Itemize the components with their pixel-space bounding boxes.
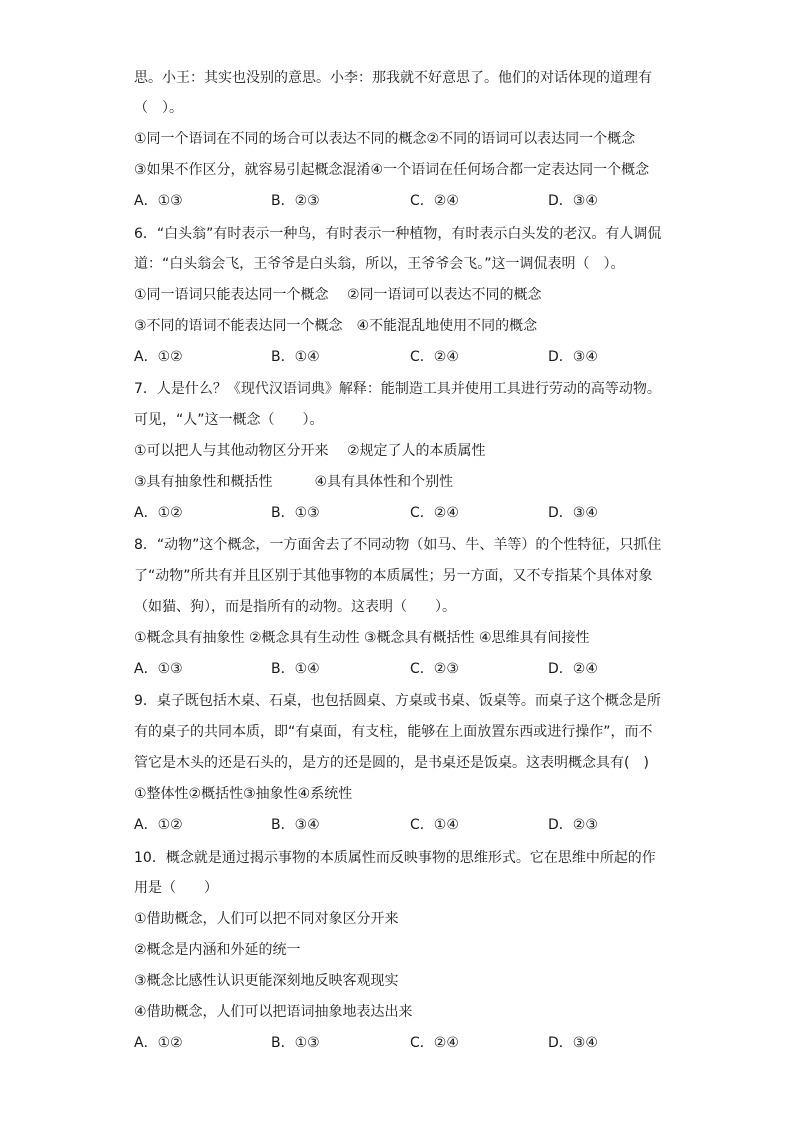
q10-option-c: C．②④ <box>410 1035 459 1051</box>
q5-line-3: ①同一个语词在不同的场合可以表达不同的概念②不同的语词可以表达同一个概念 <box>134 131 636 147</box>
q6-option-a: A．①② <box>134 349 183 365</box>
q10-line-1: 10．概念就是通过揭示事物的本质属性而反映事物的思维形式。它在思维中所起的作 <box>134 850 656 866</box>
q9-option-b: B．③④ <box>271 817 320 833</box>
q7-option-b: B．①③ <box>271 505 320 521</box>
q5-option-d: D．③④ <box>548 193 598 209</box>
q9-option-c: C．①④ <box>410 817 459 833</box>
q9-option-a: A．①② <box>134 817 183 833</box>
q9-line-1: 9．桌子既包括木桌、石桌，也包括圆桌、方桌或书桌、饭桌等。而桌子这个概念是所 <box>134 693 661 709</box>
q6-line-1: 6．“白头翁”有时表示一种鸟，有时表示一种植物，有时表示白头发的老汉。有人调侃 <box>134 226 662 242</box>
q7-option-c: C．②④ <box>410 505 459 521</box>
q7-line-2: 可见，“人”这一概念（ ）。 <box>134 412 324 428</box>
q10-options <box>134 1033 654 1053</box>
q10-line-2: 用是（ ） <box>134 880 218 896</box>
q9-option-d: D．②③ <box>548 817 598 833</box>
q10-line-3: ①借助概念，人们可以把不同对象区分开来 <box>134 911 399 927</box>
q5-line-2: （ ）。 <box>134 100 183 116</box>
q6-line-2: 道：“白头翁会飞，王爷爷是白头翁，所以，王爷爷会飞。”这一调侃表明（ ）。 <box>134 256 625 272</box>
q7-options <box>134 503 654 523</box>
q6-option-c: C．②④ <box>410 349 459 365</box>
q5-option-c: C．②④ <box>410 193 459 209</box>
q8-option-c: C．②③ <box>410 661 459 677</box>
q8-option-a: A．①③ <box>134 661 183 677</box>
q9-options <box>134 815 654 835</box>
q10-line-5: ③概念比感性认识更能深刻地反映客观现实 <box>134 973 399 989</box>
q9-line-2: 有的桌子的共同本质，即“有桌面，有支柱，能够在上面放置东西或进行操作”，而不 <box>134 724 653 740</box>
q5-option-b: B．②③ <box>271 193 320 209</box>
q7-line-1: 7．人是什么？《现代汉语词典》解释：能制造工具并使用工具进行劳动的高等动物。 <box>134 381 661 397</box>
q7-line-4: ③具有抽象性和概括性 ④具有具体性和个别性 <box>134 474 454 490</box>
q10-option-b: B．①③ <box>271 1035 320 1051</box>
q6-option-d: D．③④ <box>548 349 598 365</box>
q8-option-d: D．②④ <box>548 661 598 677</box>
q8-options <box>134 659 654 679</box>
q10-option-a: A．①② <box>134 1035 183 1051</box>
q6-line-4: ③不同的语词不能表达同一个概念 ④不能混乱地使用不同的概念 <box>134 318 538 334</box>
q10-line-6: ④借助概念，人们可以把语词抽象地表达出来 <box>134 1004 413 1020</box>
q5-option-a: A．①③ <box>134 193 183 209</box>
q8-line-2: 了“动物”所共有并且区别于其他事物的本质属性；另一方面，又不专指某个具体对象 <box>134 568 653 584</box>
q7-option-d: D．③④ <box>548 505 598 521</box>
q7-option-a: A．①② <box>134 505 183 521</box>
q5-line-1: 思。小王：其实也没别的意思。小李：那我就不好意思了。他们的对话体现的道理有 <box>134 70 652 86</box>
q8-line-3: （如猫、狗），而是指所有的动物。这表明（ ）。 <box>134 599 456 615</box>
q9-line-4: ①整体性②概括性③抽象性④系统性 <box>134 786 353 802</box>
q5-options <box>134 191 654 211</box>
q8-line-4: ①概念具有抽象性 ②概念具有生动性 ③概念具有概括性 ④思维具有间接性 <box>134 630 590 646</box>
q10-option-d: D．③④ <box>548 1035 598 1051</box>
q10-line-4: ②概念是内涵和外延的统一 <box>134 942 301 958</box>
q8-line-1: 8．“动物”这个概念，一方面舍去了不同动物（如马、牛、羊等）的个性特征，只抓住 <box>134 537 662 553</box>
q9-line-3: 管它是木头的还是石头的，是方的还是圆的，是书桌还是饭桌。这表明概念具有( ) <box>134 755 649 771</box>
q6-option-b: B．①④ <box>271 349 320 365</box>
q5-line-4: ③如果不作区分，就容易引起概念混淆④一个语词在任何场合都一定表达同一个概念 <box>134 162 650 178</box>
q7-line-3: ①可以把人与其他动物区分开来 ②规定了人的本质属性 <box>134 443 486 459</box>
q6-options <box>134 347 654 367</box>
q8-option-b: B．①④ <box>271 661 320 677</box>
q6-line-3: ①同一语词只能表达同一个概念 ②同一语词可以表达不同的概念 <box>134 287 542 303</box>
